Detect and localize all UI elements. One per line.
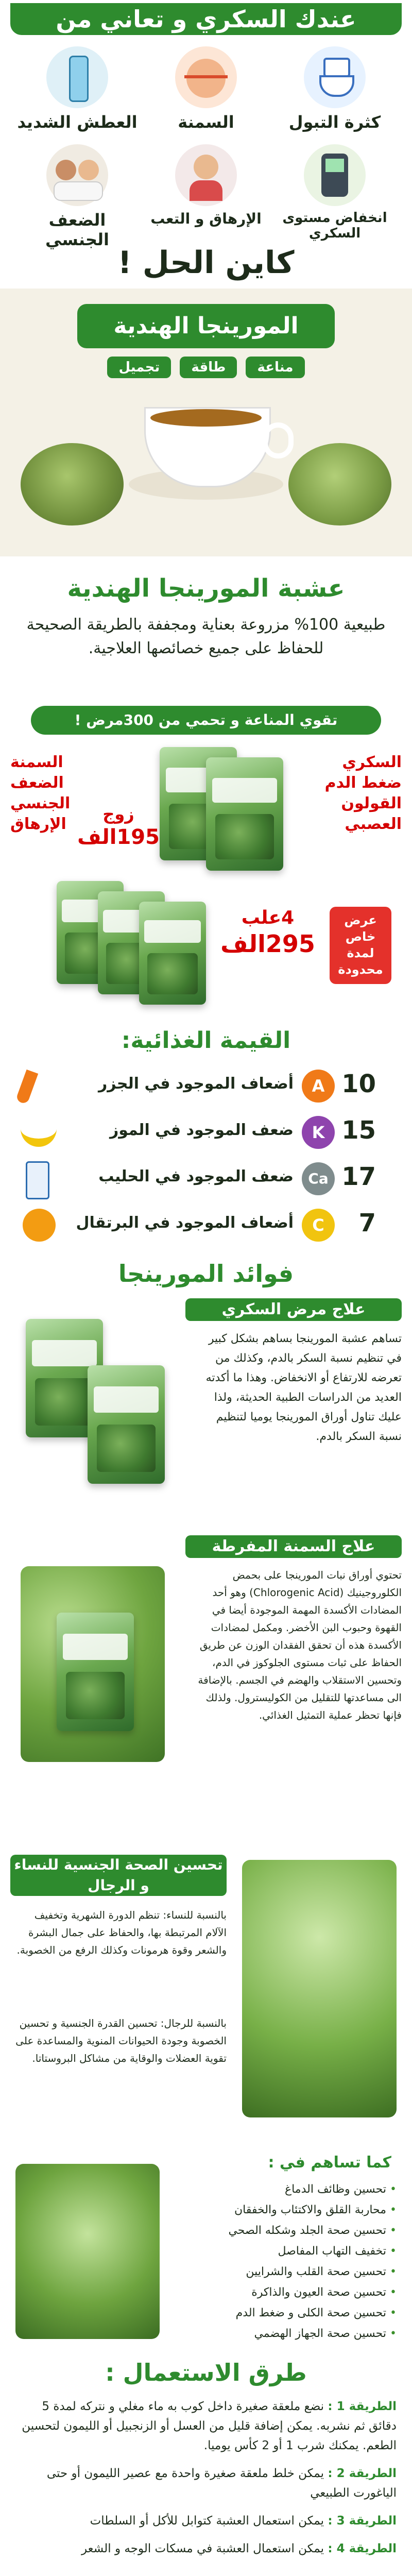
nutrition-heading: القيمة الغذائية: <box>121 1027 291 1054</box>
condition-item: الضعف الجنسي <box>10 774 71 812</box>
four-pack-offer <box>216 907 319 958</box>
list-item: • تحسين صحة العيون والذاكرة <box>251 2286 397 2299</box>
list-item: • محاربة القلق والاكتئاب والخفقان <box>234 2204 397 2216</box>
offer-right-list <box>309 752 402 835</box>
milk-icon <box>26 1161 49 1199</box>
also-list <box>180 2179 397 2344</box>
moringa-plant-image <box>15 2164 160 2339</box>
benefits-section <box>0 1257 412 2354</box>
four-pack-price: 295الف <box>220 930 315 958</box>
problems-grid <box>15 46 397 249</box>
banana-icon <box>21 1118 57 1147</box>
two-pack-price: 195الف <box>77 825 160 849</box>
also-heading: كما تساهم في : <box>268 2154 391 2172</box>
benefit-card-sexual <box>10 1855 402 2143</box>
benefit-text: تساهم عشبة المورينجا بساهم بشكل كبير في تنظيم نسبة السكر بالدم، وكذلك من تعرضه للارتفاع أو الانخفاض. وهذا ما أكدته العديد من الدراسات الطبية الحديثة، ولذا عليك تناول أوراق المورينجا يوميا لتنظيم نسبة السكر بالدم. <box>205 1332 402 1443</box>
usage-method-text: نضع ملعقة صغيرة داخل كوب به ماء مغلي و نتركه لمدة 5 دقائق ثم نشربه. يمكن إضافة قليل من العسل أو الزنجبيل أو الليمون لتحسين الطعم. يمكنك شرب 1 أو 2 كأس يوميا. <box>22 2400 397 2452</box>
offer-section <box>0 701 412 1020</box>
usage-method-label: الطريقة 1 : <box>328 2400 397 2413</box>
tired-icon <box>175 144 237 206</box>
moringa-powder-bowl-right <box>288 443 391 526</box>
condition-item: القولون العصبي <box>341 794 402 833</box>
list-item: • تحسين صحة الجهاز الهضمي <box>254 2327 397 2340</box>
two-pack-label: زوج <box>102 804 134 824</box>
problem-label: انخفاض مستوى السكري <box>282 210 387 241</box>
thirst-icon <box>46 46 108 108</box>
nutrition-text: ضعف الموجود في الموز <box>109 1121 294 1139</box>
problem-item <box>144 144 268 237</box>
condition-item: ضغط الدم <box>324 774 402 792</box>
problem-item <box>144 46 268 139</box>
benefits-heading: فوائد المورينجا <box>118 1260 294 1287</box>
vitamin-badge: Ca <box>302 1162 335 1195</box>
problem-item <box>15 144 139 249</box>
benefit-card-diabetes <box>10 1298 402 1525</box>
couple-icon <box>46 144 108 206</box>
benefit-text: تحتوي أوراق نبات المورينجا على بحمض الكلوروجينيك (Chlorogenic Acid) وهو أحد المضادات الأكسدة المهمة الموجودة أيضا في القهوة وحبوب البن الأخضر. ومكمل لمضادات الأكسدة هذه أن تحقق الفقدان الوزن عن طريق الحفاظ على ثبات مستوى الجلوكوز في الدم، وتحسين الاستقلاب والهضم في الجسم. بالإضافة الى مساعدتها للتقليل من الكوليسترول. ولذلك فإنها تحظر عملية التمثيل الغذائي. <box>198 1569 402 1721</box>
intro-text: طبيعية 100% مزروعة بعناية ومجففة بالطريقة الصحيحة للحفاظ على جميع خصائصها العلاجية. <box>26 616 386 657</box>
vitamin-badge: C <box>302 1209 335 1242</box>
two-pack-offer <box>77 804 160 850</box>
solution-headline: كاين الحل ! <box>117 245 295 281</box>
problem-item <box>15 46 139 139</box>
usage-method-label: الطريقة 3 : <box>328 2514 397 2528</box>
product-photo-section <box>0 289 412 556</box>
benefit-title: تحسين الصحة الجنسية للنساء و الرجال <box>10 1855 227 1896</box>
carrot-icon <box>15 1070 38 1105</box>
nutrition-multiplier: 7 <box>358 1209 376 1238</box>
benefit-card-obesity <box>10 1535 402 1844</box>
nutrition-multiplier: 15 <box>341 1116 376 1145</box>
list-item: • تحسين صحة القلب والشرايين <box>246 2265 397 2278</box>
usage-method-label: الطريقة 4 : <box>328 2542 397 2555</box>
tag-beauty: تجميل <box>107 357 171 378</box>
usage-method-text: يمكن خلط ملعقة صغيرة واحدة مع عصير الليمون أو حتى الياغورت الطبيعي <box>46 2467 397 2500</box>
nutrition-row <box>21 1113 391 1154</box>
problem-label: الإرهاق و التعب <box>150 210 262 227</box>
problem-label: الضعف الجنسي <box>45 210 110 249</box>
problem-label: السمنة <box>178 112 234 132</box>
nutrition-section <box>0 1020 412 1257</box>
product-package <box>57 1613 134 1731</box>
usage-method-text: يمكن استعمال العشبة كتوابل للأكل أو السلطات <box>90 2514 324 2528</box>
nutrition-row <box>21 1066 391 1108</box>
benefit-title: علاج السمنة المفرطة <box>185 1535 402 1558</box>
toilet-icon <box>304 46 366 108</box>
moringa-powder-bowl-left <box>21 443 124 526</box>
nutrition-text: أضعاف الموجود في البرتقال <box>76 1214 294 1232</box>
list-item: • تحسين وظائف الدماغ <box>284 2183 397 2196</box>
nutrition-text: أضعاف الموجود في الجزر <box>98 1075 294 1093</box>
problem-item <box>273 46 397 139</box>
condition-item: السمنة <box>10 753 63 771</box>
product-package <box>88 1365 165 1484</box>
problem-label: العطش الشديد <box>17 112 138 132</box>
usage-method <box>15 2539 397 2558</box>
nutrition-multiplier: 10 <box>341 1070 376 1098</box>
usage-method-label: الطريقة 2 : <box>328 2467 397 2480</box>
list-item: • تحسين صحة الكلى و ضغط الدم <box>235 2307 397 2319</box>
intro-heading: عشبة المورينجا الهندية <box>67 574 345 603</box>
benefit-card-also <box>10 2154 402 2354</box>
limited-offer-badge: عرض خاص لمدة محدودة <box>330 907 391 984</box>
tags-row <box>0 357 412 378</box>
benefit-text: بالنسبة للرجال: تحسين القدرة الجنسية و تحسين الخصوبة وجودة الحيوانات المنوية والمساعدة على تقوية العضلات والوقاية من مشاكل البروستاتا. <box>15 2017 227 2064</box>
benefit-title: علاج مرض السكري <box>185 1298 402 1321</box>
product-package <box>206 757 283 871</box>
usage-method <box>15 2397 397 2455</box>
vitamin-badge: K <box>302 1116 335 1149</box>
nutrition-row <box>21 1206 391 1247</box>
hero-title: عندك السكري و تعاني من <box>10 3 402 35</box>
nutrition-row <box>21 1159 391 1200</box>
hero-section <box>0 0 412 289</box>
product-banner: المورينجا الهندية <box>77 304 335 348</box>
list-item: • تخفيف التهاب المفاصل <box>278 2245 397 2258</box>
condition-item: السكري <box>342 753 402 771</box>
tag-energy: طاقة <box>180 357 237 378</box>
usage-method <box>15 2464 397 2503</box>
four-pack-label: 4علب <box>241 907 295 928</box>
condition-item: الإرهاق <box>10 815 66 833</box>
usage-section <box>0 2354 412 2576</box>
belly-icon <box>175 46 237 108</box>
list-item: • تحسين صحة الجلد وشكله الصحي <box>228 2224 397 2237</box>
nutrition-text: ضعف الموجود في الحليب <box>98 1167 294 1185</box>
product-package <box>139 902 206 1005</box>
vitamin-badge: A <box>302 1070 335 1103</box>
tea-cup-image <box>118 392 294 526</box>
usage-method-text: يمكن استعمال العشبة في مسكات الوجه و الشعر <box>81 2542 324 2555</box>
usage-heading: طرق الاستعمال : <box>105 2359 307 2386</box>
glucometer-icon <box>304 144 366 206</box>
orange-icon <box>23 1209 56 1242</box>
benefit-text: بالنسبة للنساء: تنظم الدورة الشهرية وتخفيف الآلام المرتبطة بها، والحفاظ على جمال البشرة والشعر وقوة هرمونات وكذلك الرفع من الخصوبة. <box>16 1909 227 1956</box>
tag-immunity: مناعة <box>246 357 304 378</box>
problem-item <box>273 144 397 241</box>
intro-section <box>0 556 412 701</box>
moringa-tree-image <box>242 1860 397 2117</box>
offer-banner: تقوي المناعة و تحمي من 300مرض ! <box>31 706 381 735</box>
nutrition-multiplier: 17 <box>341 1162 376 1191</box>
problem-label: كثرة التبول <box>288 112 381 132</box>
usage-method <box>15 2511 397 2531</box>
